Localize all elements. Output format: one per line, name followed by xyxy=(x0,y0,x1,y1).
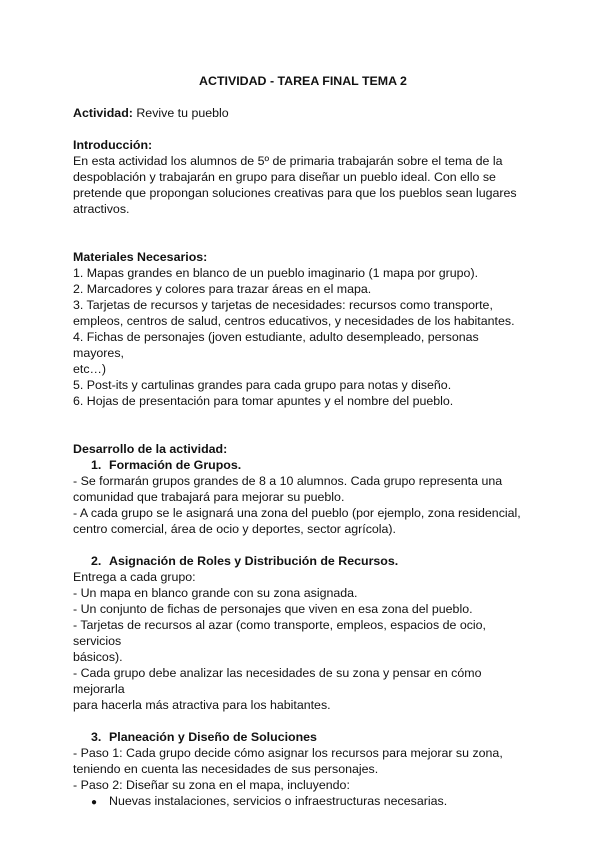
section-3-bullet-item xyxy=(73,793,533,811)
materials-line: empleos, centros de salud, centros educativos, y necesidades de los habitantes. xyxy=(73,314,515,328)
section-1-line: centro comercial, área de ocio y deportes, sector agrícola). xyxy=(73,522,396,536)
section-3-number: 3. xyxy=(91,730,102,744)
intro-line: pretende que propongan soluciones creativas para que los pueblos sean lugares xyxy=(73,186,517,200)
section-2-line: - Un mapa en blanco grande con su zona asignada. xyxy=(73,586,358,600)
section-2-line: - Un conjunto de fichas de personajes que viven en esa zona del pueblo. xyxy=(73,602,473,616)
section-1-title: Formación de Grupos. xyxy=(109,458,242,472)
development-heading: Desarrollo de la actividad: xyxy=(73,442,228,456)
section-2-line: - Tarjetas de recursos al azar (como transporte, empleos, espacios de ocio, servicios xyxy=(73,618,486,648)
intro-heading: Introducción: xyxy=(73,138,153,152)
section-3-line: - Paso 2: Diseñar su zona en el mapa, incluyendo: xyxy=(73,778,350,792)
intro-line: atractivos. xyxy=(73,202,130,216)
activity-value: Revive tu pueblo xyxy=(132,106,229,120)
section-1-line: comunidad que trabajará para mejorar su pueblo. xyxy=(73,490,345,504)
activity-line xyxy=(73,105,533,121)
section-3-title: Planeación y Diseño de Soluciones xyxy=(109,730,317,744)
activity-label: Actividad: xyxy=(73,106,133,120)
materials-line: etc…) xyxy=(73,362,107,376)
materials-line: 3. Tarjetas de recursos y tarjetas de necesidades: recursos como transporte, xyxy=(73,298,493,312)
section-2-heading xyxy=(73,553,533,569)
section-2-line: - Cada grupo debe analizar las necesidades de su zona y pensar en cómo mejorarla xyxy=(73,666,482,696)
section-3-line: - Paso 1: Cada grupo decide cómo asignar los recursos para mejorar su zona, xyxy=(73,746,503,760)
section-2-title: Asignación de Roles y Distribución de Recursos. xyxy=(109,554,399,568)
intro-line: despoblación y trabajarán en grupo para diseñar un pueblo ideal. Con ello se xyxy=(73,170,496,184)
document-content xyxy=(73,73,533,811)
materials-line: 2. Marcadores y colores para trazar áreas en el mapa. xyxy=(73,282,372,296)
section-1-number: 1. xyxy=(91,458,102,472)
section-3-line: teniendo en cuenta las necesidades de sus personajes. xyxy=(73,762,379,776)
materials-line: 5. Post-its y cartulinas grandes para cada grupo para notas y diseño. xyxy=(73,378,452,392)
section-2-line: básicos). xyxy=(73,650,123,664)
materials-line: 6. Hojas de presentación para tomar apuntes y el nombre del pueblo. xyxy=(73,394,454,408)
materials-line: 1. Mapas grandes en blanco de un pueblo imaginario (1 mapa por grupo). xyxy=(73,266,479,280)
section-1-line: - A cada grupo se le asignará una zona del pueblo (por ejemplo, zona residencial, xyxy=(73,506,521,520)
section-2-number: 2. xyxy=(91,554,102,568)
section-1-line: - Se formarán grupos grandes de 8 a 10 alumnos. Cada grupo representa una xyxy=(73,474,503,488)
section-2-line: para hacerla más atractiva para los habitantes. xyxy=(73,698,331,712)
materials-heading: Materiales Necesarios: xyxy=(73,250,208,264)
section-3-bullet-text: Nuevas instalaciones, servicios o infraestructuras necesarias. xyxy=(109,794,448,808)
bullet-dot-icon: ● xyxy=(91,797,98,808)
section-3-heading xyxy=(73,729,533,745)
section-2-line: Entrega a cada grupo: xyxy=(73,570,196,584)
materials-line: 4. Fichas de personajes (joven estudiante, adulto desempleado, personas mayores, xyxy=(73,330,479,360)
intro-line: En esta actividad los alumnos de 5º de primaria trabajarán sobre el tema de la xyxy=(73,154,503,168)
section-1-heading xyxy=(73,457,533,473)
document-title: ACTIVIDAD - TAREA FINAL TEMA 2 xyxy=(199,74,407,88)
